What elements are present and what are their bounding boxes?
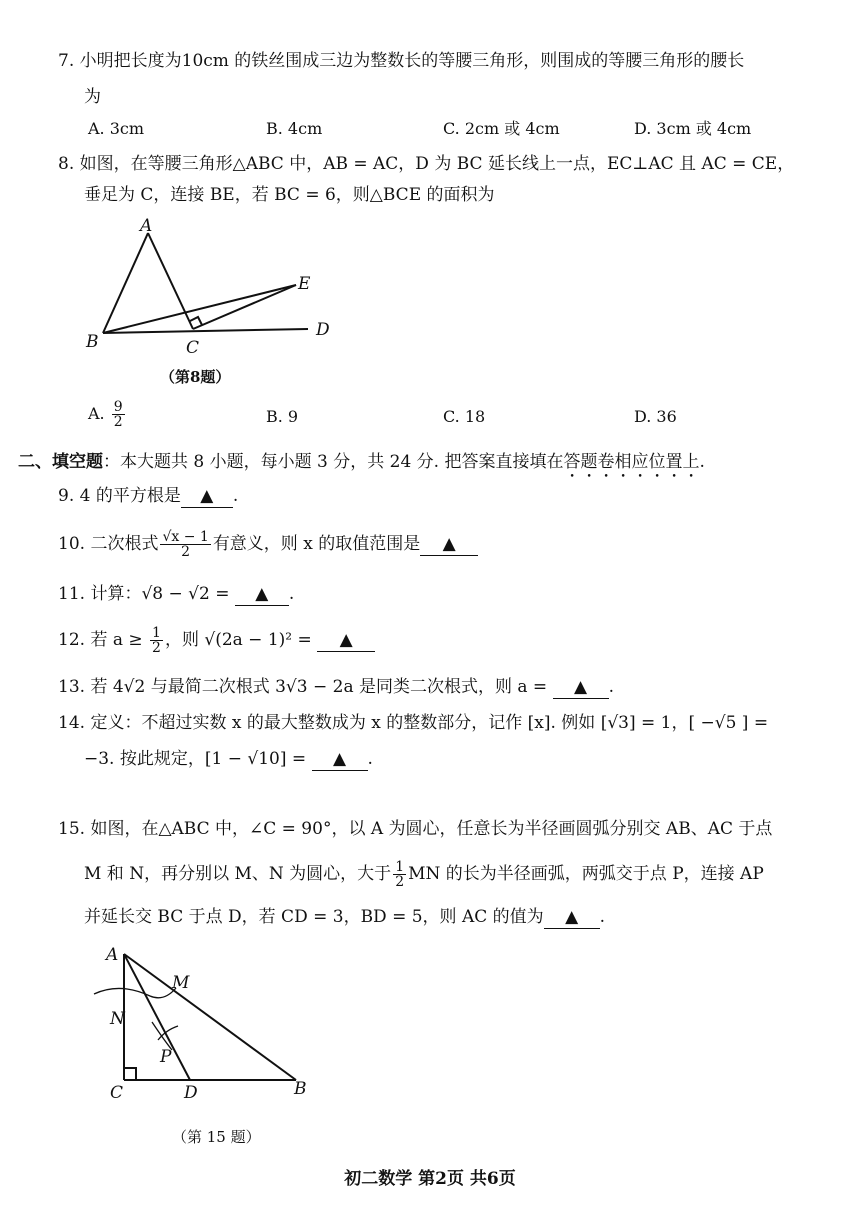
q12-mid: ，则 √(2a − 1)² = bbox=[164, 630, 318, 650]
q9-post: . bbox=[232, 486, 239, 506]
q15-caption: （第 15 题） bbox=[172, 1128, 261, 1146]
q8-line2: 垂足为 C，连接 BE，若 BC = 6，则△BCE 的面积为 bbox=[84, 185, 495, 205]
q15-label-m: M bbox=[172, 973, 190, 993]
q8-option-a-num: 9 bbox=[113, 399, 123, 415]
q15-label-c: C bbox=[110, 1083, 124, 1103]
q7-line2: 为 bbox=[84, 87, 101, 107]
q10-num: √x − 1 bbox=[162, 529, 209, 545]
section2-end: . bbox=[699, 452, 705, 472]
q15-num: 1 bbox=[395, 859, 405, 875]
q7-option-c: C. 2cm 或 4cm bbox=[443, 119, 560, 138]
q11 bbox=[58, 583, 294, 606]
q12-answer-blank: ▲ bbox=[317, 629, 375, 652]
q14-line2 bbox=[84, 748, 373, 771]
q10 bbox=[58, 530, 478, 559]
q15-label-a: A bbox=[106, 945, 119, 965]
q7-option-a: A. 3cm bbox=[88, 119, 145, 138]
q15-label-n: N bbox=[110, 1009, 125, 1029]
q13-answer-blank: ▲ bbox=[553, 676, 609, 699]
q14-answer-blank: ▲ bbox=[312, 748, 368, 771]
q8-option-a-fraction bbox=[112, 400, 125, 429]
q15-line2-post: MN 的长为半径画弧，两弧交于点 P，连接 AP bbox=[408, 864, 764, 884]
q13-post: . bbox=[608, 677, 614, 697]
q15-den: 2 bbox=[395, 874, 405, 890]
q15-fraction bbox=[393, 860, 406, 889]
q15-line2 bbox=[84, 860, 764, 889]
q9-answer-blank: ▲ bbox=[181, 485, 233, 508]
q8-label-b: B bbox=[86, 332, 99, 352]
q15-label-d: D bbox=[184, 1083, 198, 1103]
q15-post: . bbox=[599, 907, 606, 927]
q15-line3 bbox=[84, 906, 605, 929]
q8-option-a bbox=[88, 400, 127, 429]
q15-line1: 15. 如图，在△ABC 中，∠C = 90°，以 A 为圆心，任意长为半径画圆弧分别交 AB、AC 于点 bbox=[58, 819, 773, 839]
q8-option-d: D. 36 bbox=[634, 407, 677, 426]
q15-line3-text: 并延长交 BC 于点 D，若 CD = 3，BD = 5，则 AC 的值为 bbox=[84, 907, 544, 927]
q15-label-p: P bbox=[160, 1047, 172, 1067]
q15-label-b: B bbox=[294, 1079, 307, 1099]
page-footer: 初二数学 第2页 共6页 bbox=[344, 1169, 516, 1189]
q8-option-c: C. 18 bbox=[443, 407, 486, 426]
q10-text: 10. 二次根式 bbox=[58, 534, 159, 554]
q8-figure bbox=[70, 205, 360, 365]
q13-text: 13. 若 4√2 与最简二次根式 3√3 − 2a 是同类二次根式，则 a = bbox=[58, 677, 553, 697]
q8-option-a-den: 2 bbox=[113, 414, 123, 430]
q8-option-a-label: A. bbox=[88, 404, 105, 423]
q8-label-c: C bbox=[186, 338, 200, 358]
q14-post: . bbox=[367, 749, 373, 769]
q12-fraction bbox=[150, 626, 163, 655]
q8-label-d: D bbox=[316, 320, 330, 340]
q10-answer-blank: ▲ bbox=[420, 533, 478, 556]
q9 bbox=[58, 485, 238, 508]
q10-den: 2 bbox=[181, 544, 191, 560]
q12 bbox=[58, 626, 375, 655]
q10-fraction bbox=[160, 530, 210, 559]
q13 bbox=[58, 676, 614, 699]
section2-text: ：本大题共 8 小题，每小题 3 分，共 24 分. 把答案直接填在 bbox=[103, 452, 564, 472]
q12-den: 2 bbox=[152, 640, 161, 656]
q9-text: 9. 4 的平方根是 bbox=[58, 486, 181, 506]
q12-num: 1 bbox=[152, 625, 161, 641]
section2-heading: 二、填空题 bbox=[18, 452, 103, 472]
q15-answer-blank: ▲ bbox=[544, 906, 600, 929]
q14-line2-text: −3. 按此规定，[1 − √10] = bbox=[84, 749, 312, 769]
q8-label-a: A bbox=[140, 216, 153, 236]
q11-text: 11. 计算：√8 − √2 = bbox=[58, 584, 235, 604]
q7-option-d: D. 3cm 或 4cm bbox=[634, 119, 752, 138]
q8-label-e: E bbox=[298, 274, 311, 294]
q15-line2-text: M 和 N，再分别以 M、N 为圆心，大于 bbox=[84, 864, 392, 884]
q11-answer-blank: ▲ bbox=[235, 583, 289, 606]
q7-line1: 7. 小明把长度为10cm 的铁丝围成三边为整数长的等腰三角形，则围成的等腰三角形的腰长 bbox=[58, 51, 745, 71]
q14-line1: 14. 定义：不超过实数 x 的最大整数成为 x 的整数部分，记作 [x]. 例如 [√3] = 1，[ −√5 ] = bbox=[58, 713, 769, 733]
q8-line1: 8. 如图，在等腰三角形△ABC 中，AB = AC，D 为 BC 延长线上一点，EC⊥AC 且 AC = CE， bbox=[58, 154, 795, 174]
q15-figure bbox=[80, 940, 330, 1110]
section2-dotted: 答题卷相应位置上 bbox=[563, 452, 700, 472]
q10-mid: 有意义，则 x 的取值范围是 bbox=[212, 534, 421, 554]
q12-text: 12. 若 a ≥ bbox=[58, 630, 149, 650]
section2-header bbox=[18, 451, 705, 482]
q8-caption: （第8题） bbox=[160, 368, 231, 386]
q11-post: . bbox=[288, 584, 295, 604]
q7-option-b: B. 4cm bbox=[266, 119, 323, 138]
q8-option-b: B. 9 bbox=[266, 407, 299, 426]
